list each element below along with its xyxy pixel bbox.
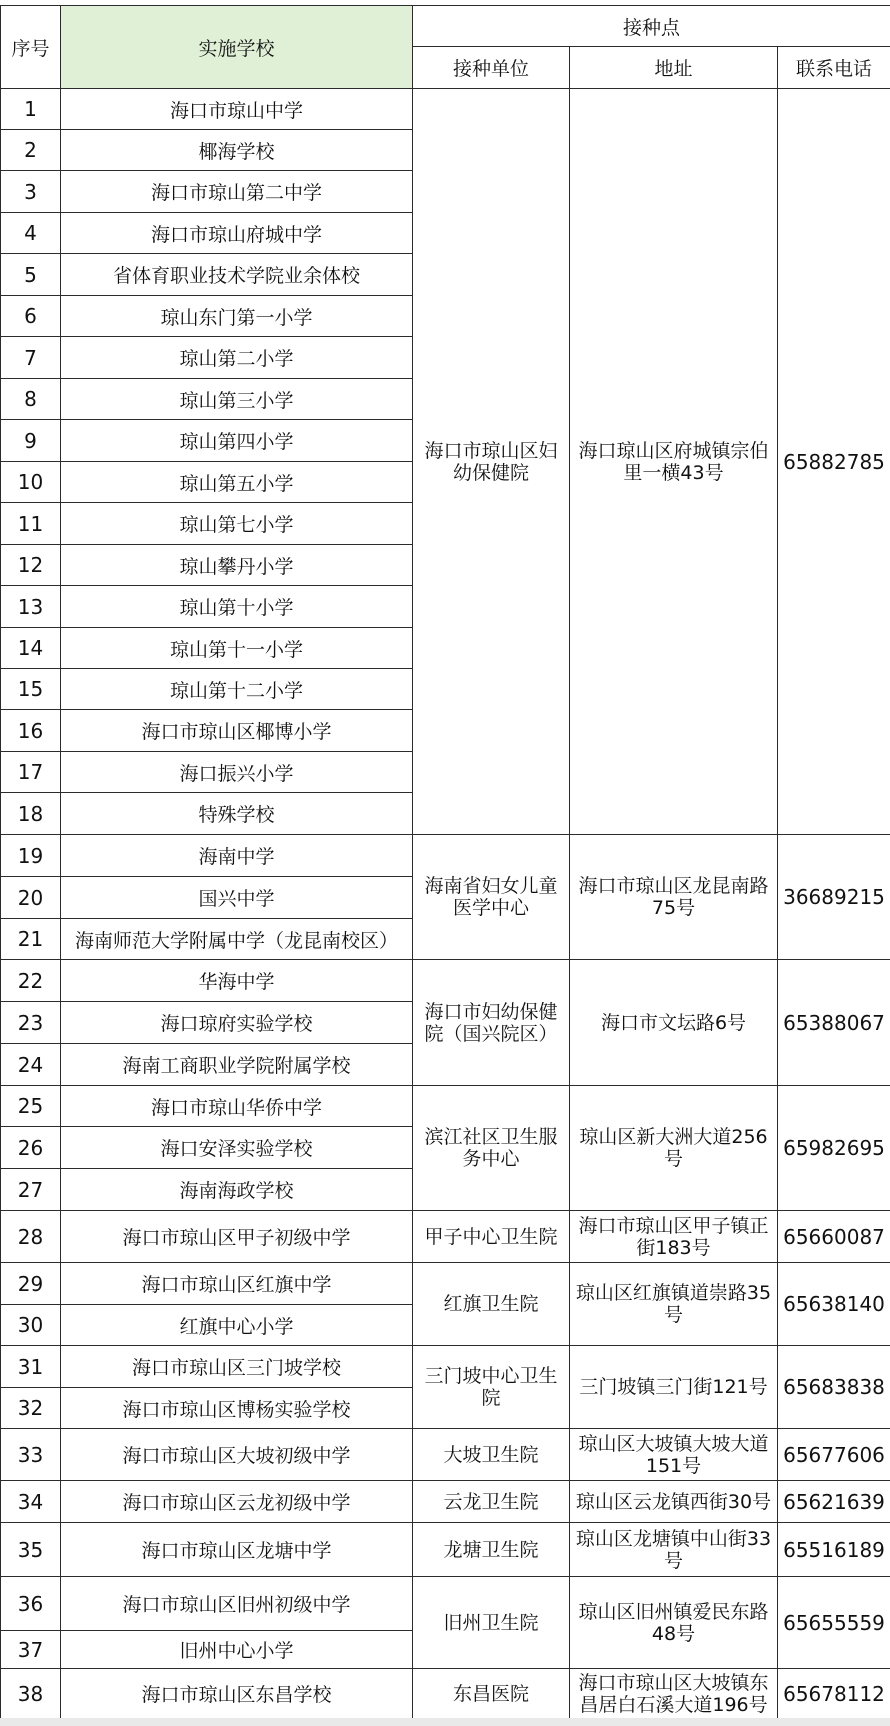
row-number-text: 11 (17, 511, 44, 536)
header-index (0, 5, 61, 89)
row-number (0, 876, 61, 919)
site-unit-text: 龙塘卫生院 (443, 1538, 539, 1561)
row-number-text: 12 (17, 553, 44, 577)
site-unit (412, 1345, 570, 1429)
header-index-text: 序号 (11, 37, 50, 60)
header-site (412, 5, 890, 47)
row-number (0, 419, 61, 462)
site-address (569, 1522, 778, 1577)
row-school-text: 海口市琼山区红旗中学 (141, 1274, 332, 1296)
row-school-text: 海口市琼山中学 (169, 99, 303, 122)
site-unit-text: 甲子中心卫生院 (424, 1225, 558, 1248)
site-unit-text: 三门坡中心卫生院 (424, 1365, 558, 1409)
row-school (60, 253, 413, 296)
site-address (569, 1480, 778, 1523)
row-school-text: 海南中学 (198, 846, 275, 868)
row-number-text: 15 (17, 677, 44, 701)
row-school (60, 212, 413, 254)
row-number (0, 129, 61, 171)
row-school-text: 椰海学校 (198, 140, 275, 163)
site-unit (412, 1262, 570, 1346)
row-number-text: 7 (24, 345, 37, 370)
site-unit (412, 1480, 570, 1523)
header-site-text: 接种点 (622, 16, 680, 39)
row-number-text: 30 (17, 1313, 44, 1337)
row-number (0, 378, 61, 420)
row-number-text: 23 (17, 1010, 44, 1035)
row-school (60, 1304, 413, 1346)
row-number-text: 20 (17, 885, 44, 910)
site-phone (777, 1428, 890, 1481)
row-school (60, 1345, 413, 1388)
site-phone-text: 65655559 (783, 1610, 885, 1635)
site-phone (777, 1210, 890, 1263)
row-school (60, 1043, 413, 1086)
row-school (60, 876, 413, 919)
row-school (60, 1668, 413, 1719)
row-school (60, 88, 413, 130)
site-phone-text: 65660087 (783, 1224, 885, 1249)
site-address-text: 琼山区大坡镇大坡大道151号 (578, 1432, 769, 1477)
site-unit (412, 1668, 570, 1719)
site-address (569, 1085, 778, 1211)
row-number (0, 1345, 61, 1388)
site-phone-text: 65516189 (783, 1537, 885, 1562)
row-number (0, 1126, 61, 1169)
row-school-text: 海口市琼山区龙塘中学 (141, 1540, 332, 1562)
row-school-text: 海口市琼山区博杨实验学校 (122, 1398, 351, 1421)
site-phone (777, 834, 890, 960)
site-phone (777, 1085, 890, 1211)
row-number (0, 1668, 61, 1719)
row-number (0, 751, 61, 793)
row-school-text: 海口市琼山区椰博小学 (141, 721, 332, 743)
row-school-text: 琼山东门第一小学 (160, 306, 313, 329)
row-school (60, 668, 413, 710)
row-number (0, 1043, 61, 1086)
row-school-text: 海口市琼山第二中学 (150, 182, 322, 204)
row-number-text: 13 (17, 594, 44, 619)
row-number (0, 627, 61, 669)
site-address (569, 959, 778, 1086)
row-number-text: 33 (17, 1442, 44, 1467)
row-school (60, 1168, 413, 1211)
site-unit (412, 1576, 570, 1669)
row-number (0, 1304, 61, 1346)
header-unit (412, 46, 570, 89)
site-address-text: 琼山区云龙镇西街30号 (575, 1490, 772, 1513)
site-phone-text: 65683838 (783, 1375, 885, 1399)
row-school (60, 709, 413, 752)
row-school (60, 1262, 413, 1305)
row-number (0, 1576, 61, 1631)
row-number-text: 9 (24, 428, 37, 453)
row-number (0, 1168, 61, 1211)
row-number (0, 1085, 61, 1127)
site-phone (777, 1522, 890, 1577)
site-address (569, 88, 778, 835)
row-school (60, 170, 413, 213)
row-school-text: 海口琼府实验学校 (160, 1013, 313, 1035)
row-school-text: 海口市琼山区旧州初级中学 (122, 1594, 351, 1616)
row-number (0, 834, 61, 877)
row-school-text: 华海中学 (198, 971, 275, 993)
row-school (60, 834, 413, 877)
row-school-text: 海南工商职业学院附属学校 (122, 1055, 351, 1077)
site-phone-text: 65677606 (783, 1442, 885, 1467)
site-address (569, 1668, 778, 1719)
row-number-text: 19 (17, 843, 44, 868)
row-school-text: 海南师范大学附属中学（龙昆南校区） (74, 929, 398, 952)
row-number-text: 36 (17, 1591, 44, 1616)
row-number (0, 1210, 61, 1263)
header-school (60, 5, 413, 89)
site-unit-text: 滨江社区卫生服务中心 (424, 1126, 558, 1170)
site-phone-text: 65621639 (783, 1489, 885, 1514)
row-school (60, 585, 413, 628)
row-number (0, 502, 61, 545)
row-number-text: 27 (17, 1177, 44, 1202)
row-number (0, 461, 61, 503)
header-school-text: 实施学校 (198, 37, 275, 60)
row-school (60, 959, 413, 1002)
row-number-text: 31 (17, 1354, 44, 1379)
row-school (60, 1630, 413, 1669)
site-address (569, 1262, 778, 1346)
site-unit-text: 东昌医院 (452, 1682, 529, 1705)
row-school (60, 1085, 413, 1127)
row-school (60, 1387, 413, 1429)
row-number-text: 34 (17, 1489, 44, 1514)
row-number (0, 1522, 61, 1577)
site-address-text: 琼山区旧州镇爱民东路48号 (578, 1600, 769, 1645)
row-school-text: 琼山第十二小学 (169, 679, 303, 702)
row-school (60, 1480, 413, 1523)
row-number (0, 1480, 61, 1523)
row-school (60, 461, 413, 503)
site-address-text: 海口市文坛路6号 (600, 1011, 747, 1034)
site-phone-text: 65678112 (783, 1681, 885, 1706)
site-address (569, 1210, 778, 1263)
row-number-text: 22 (17, 968, 44, 993)
row-school (60, 419, 413, 462)
site-unit (412, 88, 570, 835)
row-number-text: 38 (17, 1681, 44, 1706)
row-number-text: 10 (17, 470, 44, 494)
row-school (60, 627, 413, 669)
row-school (60, 792, 413, 835)
row-number-text: 1 (24, 97, 37, 121)
row-school-text: 特殊学校 (198, 804, 275, 826)
site-address-text: 海口市琼山区大坡镇东昌居白石溪大道196号 (578, 1671, 769, 1716)
row-school (60, 295, 413, 337)
header-address (569, 46, 778, 89)
row-number (0, 959, 61, 1002)
site-address (569, 1345, 778, 1429)
row-number-text: 24 (17, 1052, 44, 1077)
site-phone (777, 1668, 890, 1719)
row-school-text: 琼山第十小学 (179, 597, 294, 619)
row-number (0, 212, 61, 254)
row-number (0, 709, 61, 752)
row-school-text: 海口市琼山华侨中学 (150, 1096, 322, 1119)
site-phone (777, 88, 890, 835)
row-school-text: 海口市琼山区甲子初级中学 (122, 1227, 351, 1249)
row-number-text: 37 (17, 1637, 44, 1662)
site-unit (412, 1085, 570, 1211)
site-address-text: 海口市琼山区甲子镇正街183号 (578, 1214, 769, 1259)
row-number (0, 88, 61, 130)
site-address-text: 海口琼山区府城镇宗伯里一横43号 (578, 439, 769, 484)
row-number (0, 1262, 61, 1305)
row-school (60, 751, 413, 793)
site-phone (777, 1480, 890, 1523)
row-number (0, 1387, 61, 1429)
row-number (0, 170, 61, 213)
site-address (569, 1576, 778, 1669)
row-number (0, 1001, 61, 1044)
row-school (60, 1522, 413, 1577)
site-unit-text: 海南省妇女儿童医学中心 (424, 875, 558, 919)
site-unit (412, 1428, 570, 1481)
row-school-text: 海口安泽实验学校 (160, 1138, 313, 1160)
row-school-text: 琼山第三小学 (179, 389, 294, 412)
site-unit-text: 大坡卫生院 (443, 1443, 539, 1466)
row-school (60, 378, 413, 420)
row-school-text: 海南海政学校 (179, 1180, 294, 1202)
site-unit (412, 834, 570, 960)
row-number (0, 918, 61, 960)
row-school (60, 1126, 413, 1169)
row-number-text: 4 (24, 221, 37, 245)
row-school-text: 琼山攀丹小学 (179, 555, 294, 578)
site-unit-text: 旧州卫生院 (443, 1611, 539, 1634)
row-number (0, 544, 61, 586)
row-school (60, 502, 413, 545)
row-school-text: 琼山第五小学 (179, 472, 294, 495)
site-phone-text: 36689215 (783, 885, 885, 909)
bottom-strip (0, 1718, 890, 1726)
row-school-text: 海口市琼山府城中学 (150, 223, 322, 246)
row-number-text: 8 (24, 387, 37, 411)
site-phone-text: 65388067 (783, 1010, 885, 1035)
site-unit-text: 红旗卫生院 (443, 1293, 539, 1315)
site-address (569, 1428, 778, 1481)
row-school (60, 129, 413, 171)
row-number (0, 1428, 61, 1481)
site-unit-text: 海口市妇幼保健院（国兴院区） (424, 1000, 558, 1045)
row-school-text: 琼山第七小学 (179, 514, 294, 536)
site-phone-text: 65882785 (783, 449, 885, 474)
row-number (0, 585, 61, 628)
row-number-text: 3 (24, 179, 37, 204)
row-school-text: 海口市琼山区云龙初级中学 (122, 1492, 351, 1514)
row-school-text: 省体育职业技术学院业余体校 (112, 265, 360, 287)
header-phone-text: 联系电话 (795, 58, 872, 80)
site-phone (777, 959, 890, 1086)
row-school-text: 琼山第二小学 (179, 348, 294, 370)
site-phone-text: 65638140 (783, 1292, 885, 1316)
row-number-text: 29 (17, 1271, 44, 1296)
row-school-text: 琼山第四小学 (179, 431, 294, 453)
row-number-text: 14 (17, 636, 44, 660)
row-number (0, 668, 61, 710)
row-school (60, 1210, 413, 1263)
header-address-text: 地址 (654, 58, 693, 80)
row-school-text: 国兴中学 (198, 888, 275, 910)
row-school-text: 旧州中心小学 (179, 1640, 294, 1662)
row-school-text: 海口市琼山区大坡初级中学 (122, 1445, 351, 1467)
site-unit-text: 海口市琼山区妇幼保健院 (424, 439, 558, 484)
row-school (60, 1576, 413, 1631)
site-unit-text: 云龙卫生院 (443, 1490, 539, 1513)
row-number (0, 295, 61, 337)
site-address-text: 琼山区新大洲大道256号 (579, 1126, 768, 1170)
site-address (569, 834, 778, 960)
row-number-text: 21 (17, 927, 44, 951)
row-number-text: 18 (17, 801, 44, 826)
row-number (0, 336, 61, 379)
row-school-text: 海口市琼山区东昌学校 (141, 1684, 332, 1706)
site-phone-text: 65982695 (783, 1136, 885, 1160)
row-number-text: 5 (24, 262, 37, 287)
row-number-text: 32 (17, 1396, 44, 1420)
site-address-text: 三门坡镇三门街121号 (579, 1376, 768, 1398)
site-unit (412, 1522, 570, 1577)
row-number-text: 6 (24, 304, 37, 328)
row-number-text: 16 (17, 718, 44, 743)
row-school-text: 海口市琼山区三门坡学校 (131, 1357, 341, 1379)
row-number-text: 25 (17, 1094, 44, 1118)
row-school (60, 1428, 413, 1481)
site-address-text: 琼山区龙塘镇中山街33号 (575, 1527, 772, 1572)
row-number (0, 792, 61, 835)
header-phone (777, 46, 890, 89)
row-number-text: 2 (24, 138, 37, 162)
site-phone (777, 1262, 890, 1346)
site-phone (777, 1345, 890, 1429)
row-school (60, 918, 413, 960)
row-school-text: 琼山第十一小学 (169, 638, 303, 661)
row-school-text: 红旗中心小学 (179, 1315, 294, 1338)
row-number-text: 26 (17, 1135, 44, 1160)
site-unit (412, 959, 570, 1086)
site-address-text: 海口市琼山区龙昆南路75号 (578, 875, 769, 919)
header-unit-text: 接种单位 (452, 58, 529, 80)
site-unit (412, 1210, 570, 1263)
row-number-text: 35 (17, 1537, 44, 1562)
row-school (60, 544, 413, 586)
row-number (0, 253, 61, 296)
row-number (0, 1630, 61, 1669)
row-school (60, 336, 413, 379)
site-address-text: 琼山区红旗镇道崇路35号 (575, 1282, 772, 1326)
row-number-text: 28 (17, 1224, 44, 1249)
row-number-text: 17 (17, 760, 44, 784)
row-school (60, 1001, 413, 1044)
row-school-text: 海口振兴小学 (179, 762, 294, 785)
site-phone (777, 1576, 890, 1669)
